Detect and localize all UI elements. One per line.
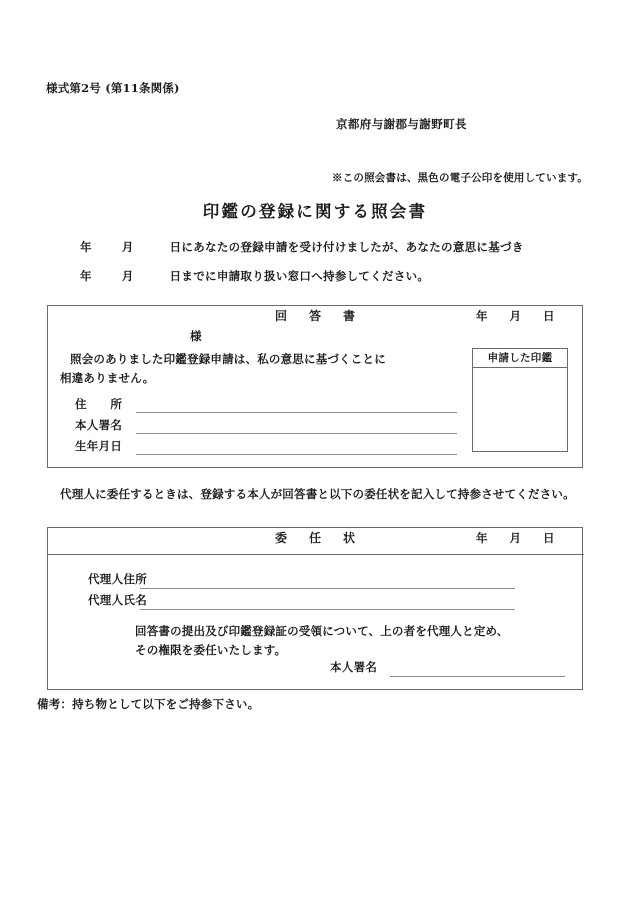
intro-line-2-month: 月 — [121, 269, 134, 283]
proxy-address-label: 代理人住所 — [88, 572, 147, 586]
signature-input-line[interactable] — [136, 433, 457, 434]
seal-stamp-area[interactable] — [473, 368, 567, 451]
issuing-authority: 京都府与謝郡与謝野町長 — [336, 117, 467, 131]
proxy-box-date-month: 月 — [509, 531, 521, 545]
page-title: 印鑑の登録に関する照会書 — [202, 202, 428, 221]
address-input-line[interactable] — [136, 412, 457, 413]
seal-stamp-box-header: 申請した印鑑 — [473, 349, 567, 368]
intro-line-1-month: 月 — [121, 240, 134, 254]
owner-signature-label: 本人署名 — [330, 660, 378, 674]
intro-line-1 — [80, 241, 524, 254]
seal-stamp-box — [472, 348, 568, 452]
form-code: 様式第2号 (第11条関係) — [46, 81, 180, 95]
proxy-box-date-year: 年 — [476, 531, 488, 545]
remarks-note: 備考：持ち物として以下をご持参下さい。 — [37, 697, 260, 711]
answer-statement-line-2: 相違ありません。 — [60, 371, 155, 385]
proxy-name-label: 代理人氏名 — [88, 593, 147, 607]
proxy-instruction-note: 代理人に委任するときは、登録する本人が回答書と以下の委任状を記入して持参させてください。 — [60, 487, 575, 501]
address-label: 住 所 — [75, 397, 123, 411]
intro-line-2-year: 年 — [80, 269, 92, 283]
proxy-name-input-line[interactable] — [140, 609, 515, 610]
proxy-box-date — [476, 532, 555, 545]
answer-box-date-day: 日 — [543, 309, 555, 323]
answer-box-date-year: 年 — [476, 309, 488, 323]
proxy-box-header-divider — [48, 554, 584, 555]
answer-statement-line-1: 照会のありました印鑑登録申請は、私の意思に基づくことに — [70, 352, 386, 366]
proxy-box-date-day: 日 — [543, 531, 555, 545]
proxy-statement-line-1: 回答書の提出及び印鑑登録証の受領について、上の者を代理人と定め、 — [135, 624, 509, 638]
birthdate-label: 生年月日 — [75, 439, 123, 453]
proxy-box-title: 委 任 状 — [275, 531, 361, 545]
intro-line-2 — [80, 270, 429, 283]
intro-line-1-year: 年 — [80, 240, 92, 254]
owner-signature-input-line[interactable] — [390, 676, 565, 677]
electronic-seal-note: ※この照会書は、黒色の電子公印を使用しています。 — [332, 172, 588, 184]
answer-box-date — [476, 310, 555, 323]
proxy-address-input-line[interactable] — [140, 588, 515, 589]
answer-box-date-month: 月 — [509, 309, 521, 323]
addressee-suffix: 様 — [190, 329, 202, 343]
birthdate-input-line[interactable] — [136, 454, 457, 455]
signature-label: 本人署名 — [75, 418, 123, 432]
answer-box-title: 回 答 書 — [275, 309, 361, 323]
intro-line-1-text: 日にあなたの登録申請を受け付けましたが、あなたの意思に基づき — [169, 240, 524, 254]
intro-line-2-text: 日までに申請取り扱い窓口へ持参してください。 — [169, 269, 430, 283]
proxy-statement-line-2: その権限を委任いたします。 — [135, 643, 287, 657]
